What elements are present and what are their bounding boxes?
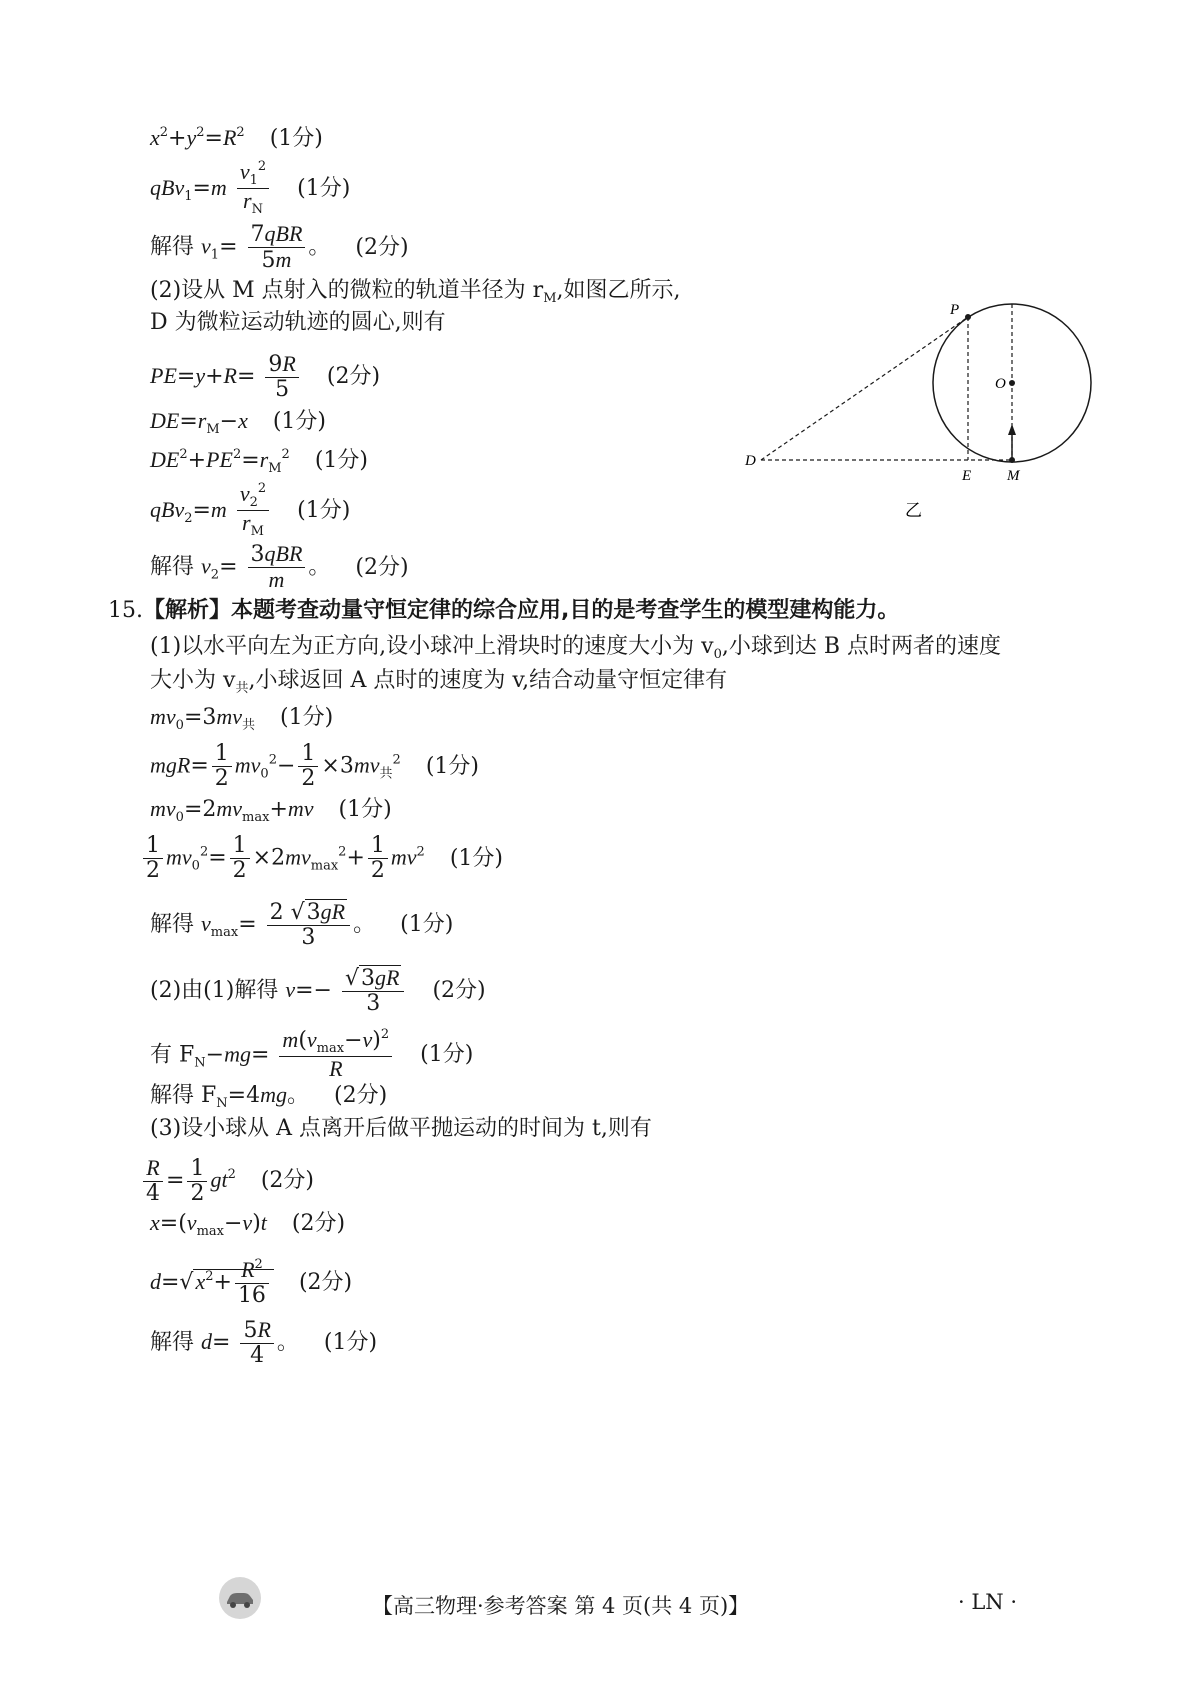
label-d: D [745,453,756,469]
eq-v2-result: 解得 $v_2=$ $\frac{\text{3qBR}}{m}$ 。 (2分) [150,541,409,593]
label-m: M [1007,468,1020,484]
score: (1分) [297,497,351,523]
score: (1分) [272,409,327,434]
label-p: P [950,302,960,318]
part2-intro2: D 为微粒运动轨迹的圆心,则有 [150,310,446,335]
figure-caption: 乙 [905,501,922,520]
score: (1分) [323,1330,378,1356]
eq-d-result: 解得 d= $\frac{5R}{4}$ 。 (1分) [150,1317,378,1369]
score: (1分) [269,126,323,151]
footer-title: 【高三物理·参考答案 第 4 页(共 4 页)】 [372,1594,750,1618]
line-dp [761,317,968,460]
eq-energy2: $\frac{1}{2}$ $mv_0^2=$ $\frac{1}{2}$ $\times 2mv_{max}^2+$ $\frac{1}{2}$ $mv^2$ (1分) [140,834,503,883]
eq-normal-force: 有 $F_N-mg=$ $\frac{m(v_{max}-v)^2}{R}$ (1分) [150,1027,474,1082]
score: (2分) [298,1270,353,1296]
score: (2分) [291,1211,346,1236]
score: (1分) [280,705,334,730]
p3-intro: (3)设小球从 A 点离开后做平抛运动的时间为 t,则有 [150,1116,652,1141]
eq-v-result: (2)由(1)解得 v=− $\frac{√3gR}{3}$ (2分) [150,965,486,1017]
eq-vmax-result: 解得 $v_{max}=$ $\frac{2 √3gR}{3}$ 。 (1分) [150,899,454,951]
eq-de: $DE=r_M-x$ (1分) [150,408,327,437]
eq-v1-result: 解得 $v_1=$ $\frac{\text{7qBR}}{5m}$ 。 (2分) [150,221,409,274]
eq-d: $d=√x^2+$ $\frac{R^2}{16}$ (2分) [150,1257,353,1309]
p1-line2: 大小为 $v_共$,小球返回 A 点时的速度为 v,结合动量守恒定律有 [150,668,728,696]
eq-qbv1: qBv$_1$=m $\frac{v_1^2}{r_N}$ (1分) [150,159,351,218]
eq-pythag: $DE^2+PE^2=r_M^2$ (1分) [150,447,368,476]
point-o [1009,380,1015,386]
score: (1分) [338,797,392,822]
eq-qbv2: qBv$_2$=m $\frac{v_2^2}{r_M}$ (1分) [150,481,351,540]
eq-fall-height: $\frac{R}{4}$ = $\frac{1}{2}$ $gt^2$ (2分) [140,1156,314,1206]
point-p [965,314,971,320]
score: (2分) [333,1083,388,1108]
eq-x: $x=(v_{max}-v)t$ (2分) [150,1210,346,1239]
score: (2分) [432,978,486,1004]
eq-fn-result: 解得 $F_N=4mg$。 (2分) [150,1082,388,1111]
figure-yi [740,290,1120,520]
eq-circle: $x^2+y^2=R^2$ (1分) [150,125,323,151]
eq-momentum2: $mv_0=2mv_{max}+mv$ (1分) [150,796,392,825]
score: (1分) [420,1042,474,1068]
eq-momentum1: $mv_0=3mv_共$ (1分) [150,704,334,733]
sec15-heading: 15.【解析】本题考查动量守恒定律的综合应用,目的是考查学生的模型建构能力。 [108,598,900,623]
eq-energy1: mgR= $\frac{1}{2}$ $mv_0^2-$ $\frac{1}{2}$ $\times 3mv_共^2$ (1分) [150,741,479,792]
score: (1分) [449,845,503,871]
part2-intro: (2)设从 M 点射入的微粒的轨道半径为 $r_M$,如图乙所示, [150,278,681,306]
score: (2分) [326,364,381,390]
point-m [1009,457,1015,463]
arrow-head [1008,424,1016,435]
score: (1分) [400,912,454,938]
p1-line1: (1)以水平向左为正方向,设小球冲上滑块时的速度大小为 $v_0$,小球到达 B 点时两者的速度 [150,634,1002,662]
score: (1分) [425,753,479,779]
score: (1分) [314,448,368,473]
label-e: E [962,468,972,484]
eq-pe: PE=y+R= $\frac{9R}{5}$ (2分) [150,351,381,403]
score: (2分) [260,1168,315,1194]
label-o: O [995,376,1006,392]
car-logo-icon [218,1576,262,1620]
score: (2分) [355,554,409,580]
score: (2分) [355,234,409,260]
score: (1分) [297,175,351,201]
footer-code: · LN · [958,1590,1018,1614]
